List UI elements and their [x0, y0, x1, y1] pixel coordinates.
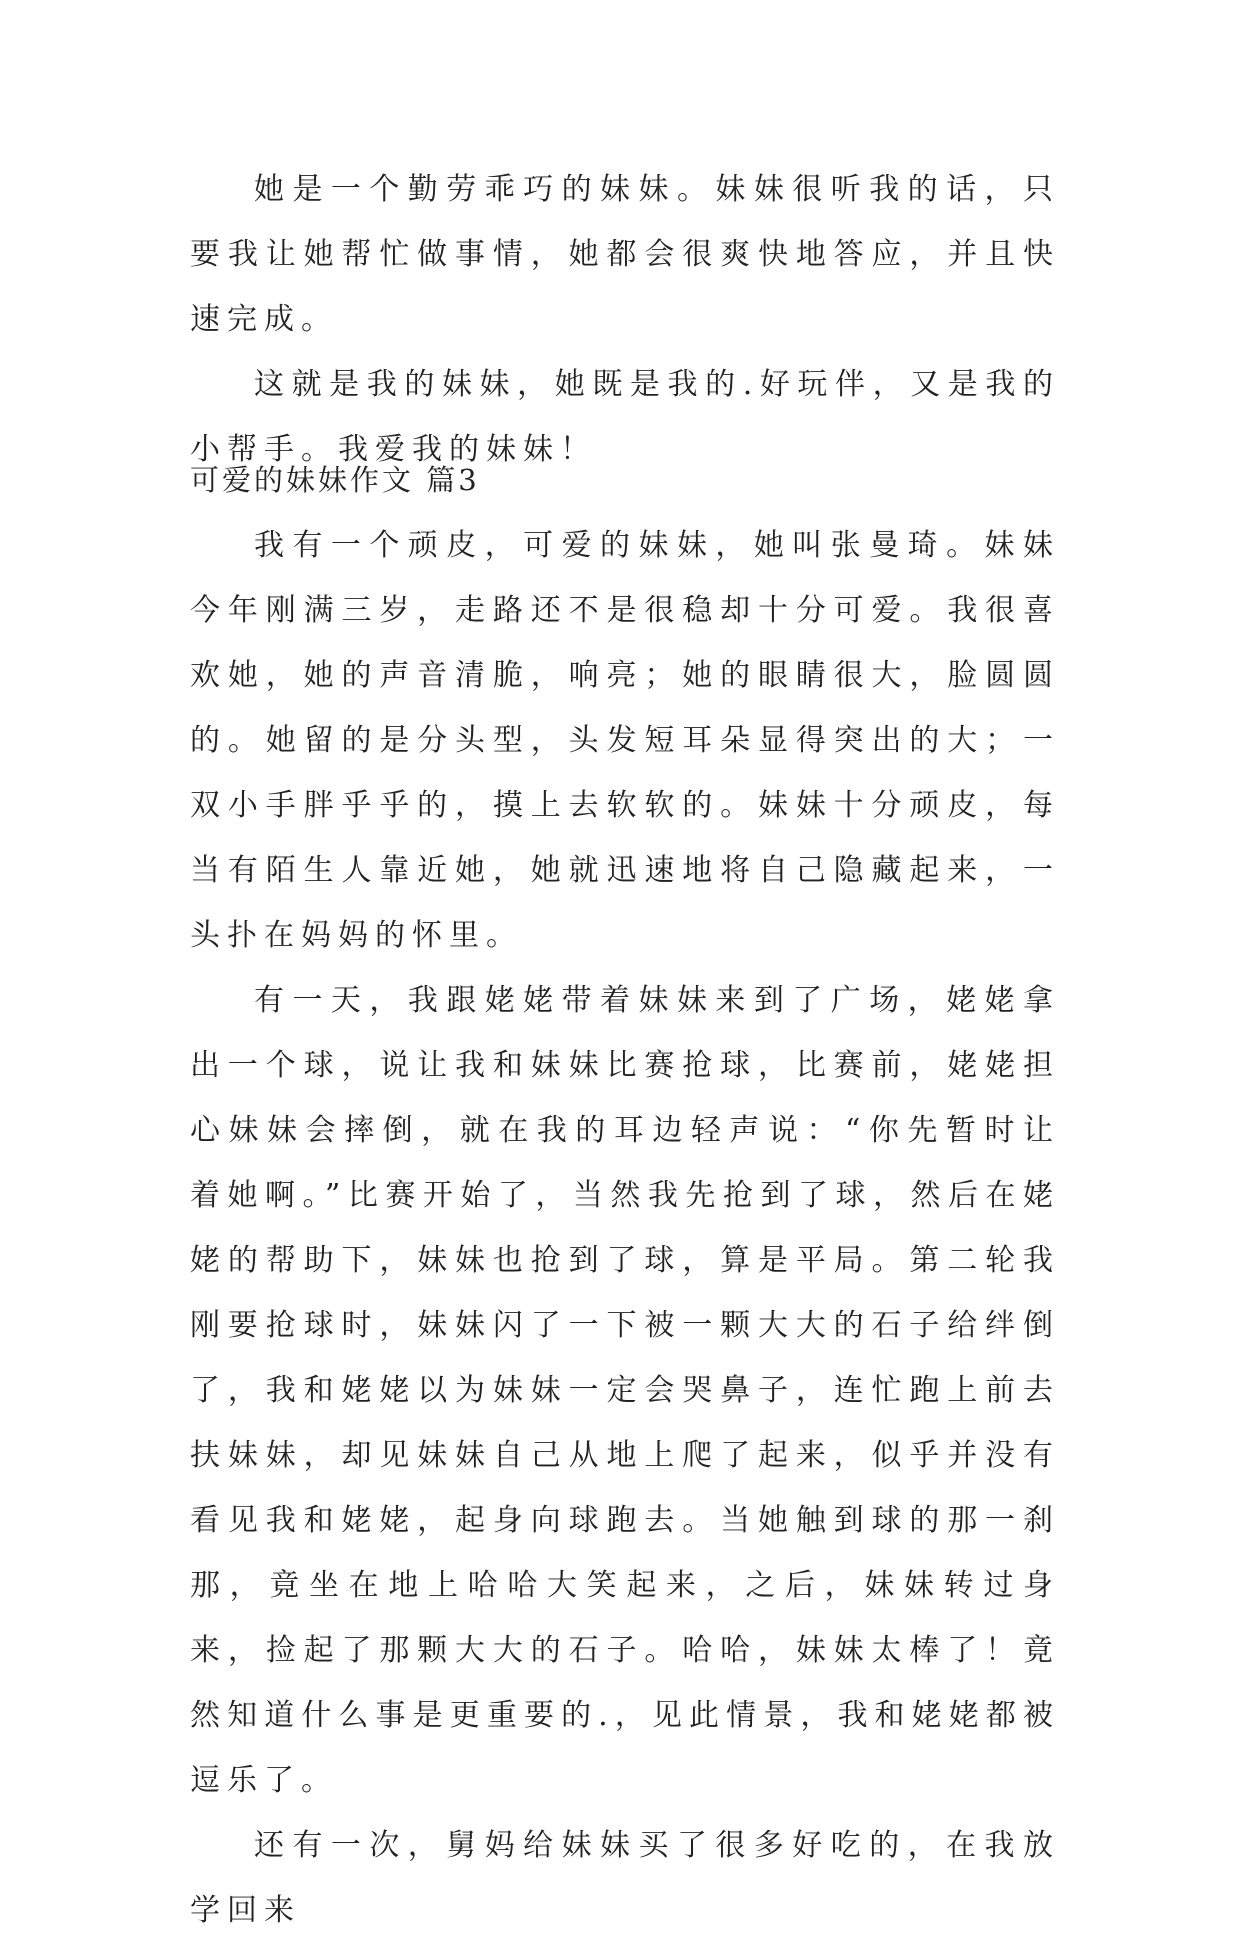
top-paragraphs [190, 157, 1060, 482]
paragraph: 我有一个顽皮，可爱的妹妹，她叫张曼琦。妹妹今年刚满三岁，走路还不是很稳却十分可爱。我很喜欢她，她的声音清脆，响亮；她的眼睛很大，脸圆圆的。她留的是分头型，头发短耳朵显得突出的大；一双小手胖乎乎的，摸上去软软的。妹妹十分顽皮，每当有陌生人靠近她，她就迅速地将自己隐藏起来，一头扑在妈妈的怀里。 [190, 528, 1060, 953]
paragraph: 还有一次，舅妈给妹妹买了很多好吃的，在我放学回来 [190, 1828, 1060, 1928]
paragraph: 这就是我的妹妹，她既是我的.好玩伴，又是我的小帮手。我爱我的妹妹！ [190, 367, 1060, 467]
section-title: 可爱的妹妹作文 篇3 [190, 463, 480, 497]
essay-section [190, 448, 1060, 1943]
paragraph: 有一天，我跟姥姥带着妹妹来到了广场，姥姥拿出一个球，说让我和妹妹比赛抢球，比赛前，姥姥担心妹妹会摔倒，就在我的耳边轻声说：“你先暂时让着她啊。”比赛开始了，当然我先抢到了球，然后在姥姥的帮助下，妹妹也抢到了球，算是平局。第二轮我刚要抢球时，妹妹闪了一下被一颗大大的石子给绊倒了，我和姥姥以为妹妹一定会哭鼻子，连忙跑上前去扶妹妹，却见妹妹自己从地上爬了起来，似乎并没有看见我和姥姥，起身向球跑去。当她触到球的那一刹那，竟坐在地上哈哈大笑起来，之后，妹妹转过身来，捡起了那颗大大的石子。哈哈，妹妹太棒了！竟然知道什么事是更重要的.，见此情景，我和姥姥都被逗乐了。 [190, 983, 1060, 1798]
paragraph: 她是一个勤劳乖巧的妹妹。妹妹很听我的话，只要我让她帮忙做事情，她都会很爽快地答应，并且快速完成。 [190, 172, 1060, 337]
